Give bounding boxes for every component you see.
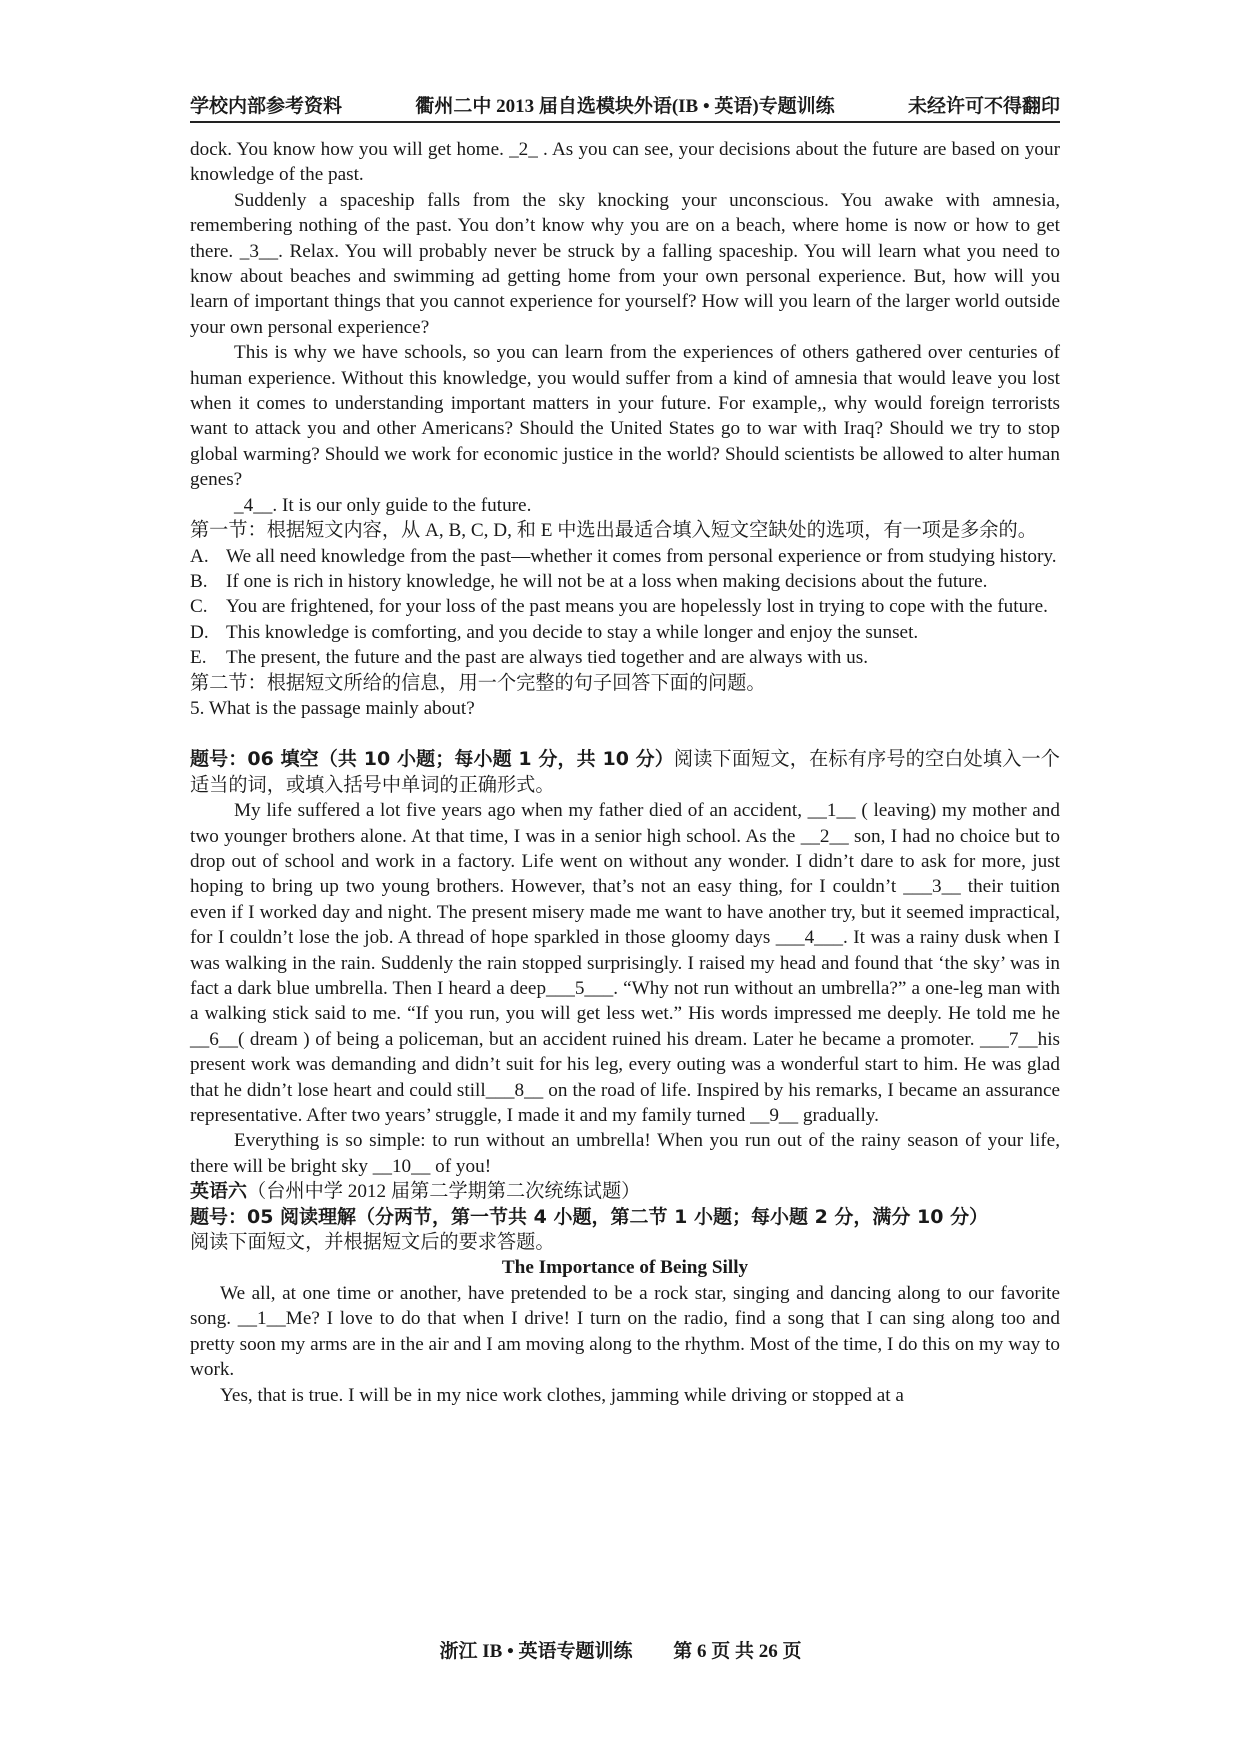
header-left: 学校内部参考资料 [190, 96, 343, 117]
document-page [190, 84, 1060, 1408]
option-c [190, 594, 1060, 619]
option-key: E. [190, 647, 207, 669]
option-text: We all need knowledge from the past—whether it comes from personal experience or from studying history. [226, 545, 1057, 567]
page-header [190, 84, 1060, 123]
instruction-section-1: 第一节：根据短文内容，从 A, B, C, D, 和 E 中选出最适合填入短文空缺处的选项，有一项是多余的。 [190, 520, 1037, 542]
option-key: A. [190, 545, 209, 567]
option-text: If one is rich in history knowledge, he will not be at a loss when making decisions about the future. [226, 570, 988, 592]
section06-heading-bold: 题号：06 填空（共 10 小题；每小题 1 分，共 10 分） [190, 748, 674, 771]
page-content [190, 137, 1060, 1408]
section06-paragraph-1: My life suffered a lot five years ago when my father died of an accident, __1__ ( leaving) my mother and two younger brothers alone. At that time, I was in a senior high school. As the __2__ son, I had no choice but to drop out of school and work in a factory. Life went on without any wonder. I didn’t dare to ask for more, just hoping to bring up two young brothers. However, that’s not an easy thing, for I couldn’t ___3__ their tuition even if I worked day and night. The present misery made me want to have another try, but it seemed impractical, for I couldn’t lose the job. A thread of hope sparkled in those gloomy days ___4___. It was a rainy dusk when I was walking in the rain. Suddenly the rain stopped surprisingly. I raised my head and found that ‘the sky’ was in fact a dark blue umbrella. Then I heard a deep___5___. “Why not run without an umbrella?” a one-leg man with a walking stick said to me. “If you run, you will get less wet.” His words impressed me deeply. He told me he __6__( dream ) of being a policeman, but an accident ruined his dream. Later he became a promoter. ___7__his present work was demanding and didn’t suit for his leg, every outing was a wonderful start to him. He was glad that he didn’t lose heart and could still___8__ on the road of life. Inspired by his remarks, I became an assurance representative. After two years’ struggle, I made it and my family turned __9__ gradually. [190, 800, 1060, 1127]
passage1-paragraph-3: This is why we have schools, so you can learn from the experiences of others gathered over centuries of human experience. Without this knowledge, you would suffer from a kind of amnesia that would leave you lost when it comes to understanding important matters in your future. For example,, why would foreign terrorists want to attack you and other Americans? Should the United States go to war with Iraq? Should we try to stop global warming? Should we work for economic justice in the world? Should scientists be allowed to alter human genes? [190, 342, 1060, 491]
english6-label: 英语六 [190, 1180, 248, 1203]
section06-paragraph-2: Everything is so simple: to run without an umbrella! When you run out of the rainy season of your life, there will be bright sky __10__ of you! [190, 1130, 1060, 1177]
section06-heading-rest: 阅读下面短文，在标有序号的空白处填入一个适当的词，或填入括号中单词的正确形式。 [190, 749, 1060, 796]
english6-source: （台州中学 2012 届第二学期第二次统练试题） [247, 1181, 641, 1203]
english6-heading [190, 1179, 1060, 1204]
english6-question-heading: 题号：05 阅读理解（分两节，第一节共 4 小题，第二节 1 小题；每小题 2 分，满分 10 分） [190, 1205, 989, 1228]
header-right: 未经许可不得翻印 [907, 96, 1060, 117]
option-d [190, 620, 1060, 645]
option-e [190, 645, 1060, 670]
passage1-paragraph-2: Suddenly a spaceship falls from the sky knocking your unconscious. You awake with amnesia, remembering nothing of the past. You don’t know why you are on a beach, where home is now or how to get there. _3__. Relax. You will probably never be struck by a falling spaceship. You will learn what you need to know about beaches and swimming ad getting home from your own personal experience. But, how will you learn of important things that you cannot experience for yourself? How will you learn of the larger world outside your own personal experience? [190, 189, 1060, 338]
page-footer [0, 1636, 1241, 1663]
question-5: 5. What is the passage mainly about? [190, 697, 475, 719]
instruction-section-2: 第二节：根据短文所给的信息，用一个完整的句子回答下面的问题。 [190, 672, 766, 694]
option-text: The present, the future and the past are always tied together and are always with us. [226, 647, 869, 669]
option-key: D. [190, 621, 209, 643]
footer-page-number: 第 6 页 共 26 页 [673, 1641, 802, 1662]
passage1-paragraph-4: _4__. It is our only guide to the future. [234, 494, 532, 516]
english6-instruction: 阅读下面短文，并根据短文后的要求答题。 [190, 1232, 555, 1254]
section06-heading [190, 747, 1060, 798]
english6-paragraph-1: We all, at one time or another, have pretended to be a rock star, singing and dancing along to our favorite song. __1__Me? I love to do that when I drive! I turn on the radio, find a song that I can sing along too and pretty soon my arms are in the air and I am moving along to the rhythm. Most of the time, I do this on my way to work. [190, 1282, 1060, 1381]
option-key: C. [190, 596, 208, 618]
option-a [190, 544, 1060, 569]
english6-paragraph-2: Yes, that is true. I will be in my nice work clothes, jamming while driving or stopped at a [220, 1384, 904, 1406]
header-center: 衢州二中 2013 届自选模块外语(IB • 英语)专题训练 [415, 96, 835, 117]
option-b [190, 569, 1060, 594]
passage1-paragraph-1: dock. You know how you will get home. _2_ . As you can see, your decisions about the future are based on your knowledge of the past. [190, 139, 1060, 186]
option-text: This knowledge is comforting, and you decide to stay a while longer and enjoy the sunset. [226, 621, 919, 643]
option-text: You are frightened, for your loss of the past means you are hopelessly lost in trying to cope with the future. [226, 596, 1048, 618]
option-key: B. [190, 570, 208, 592]
footer-left: 浙江 IB • 英语专题训练 [439, 1641, 633, 1662]
passage-title: The Importance of Being Silly [501, 1257, 749, 1279]
